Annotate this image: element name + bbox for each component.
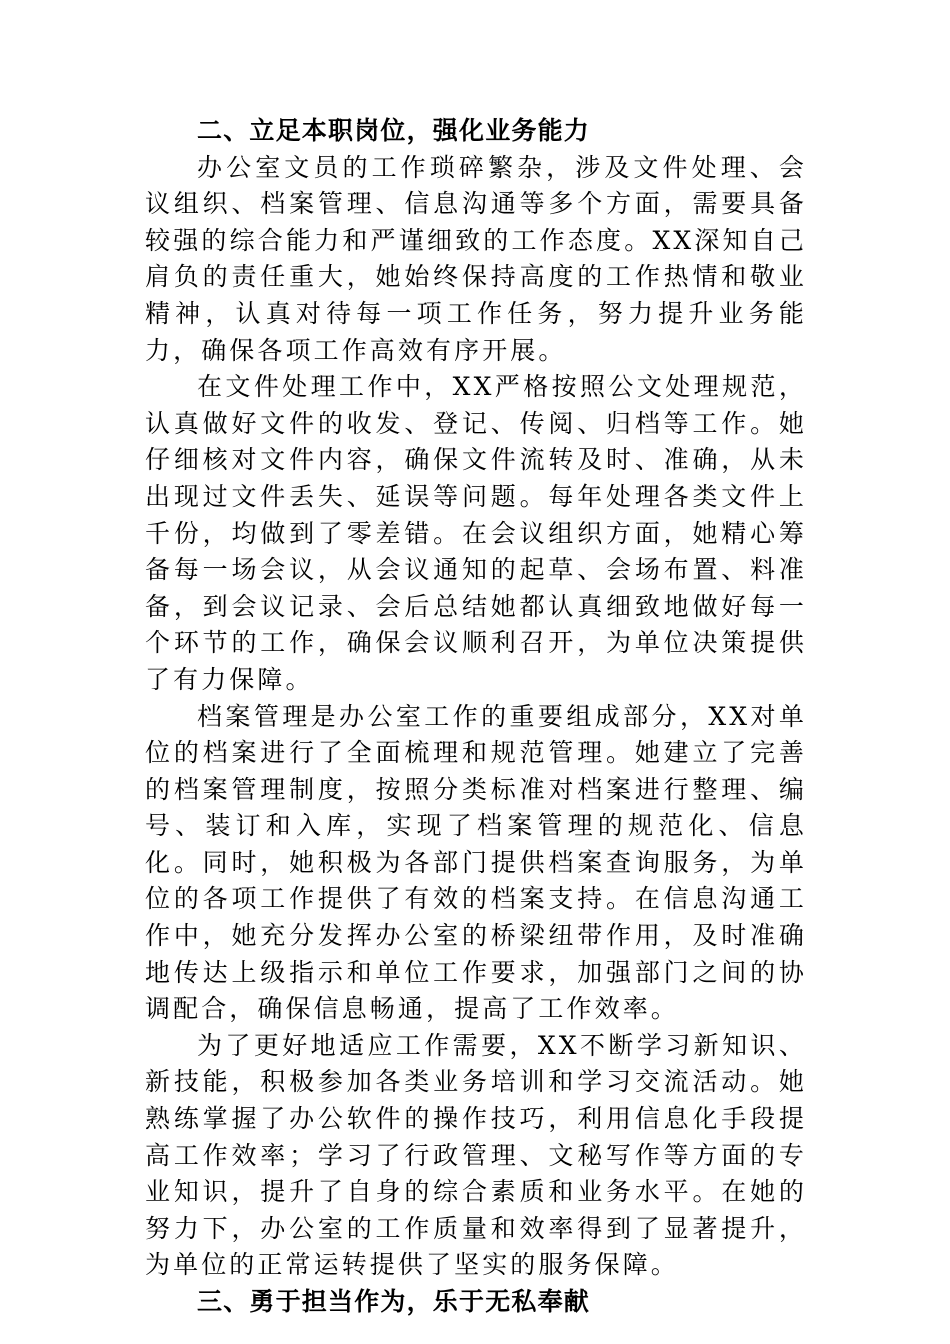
body-paragraph: 为了更好地适应工作需要，XX不断学习新知识、新技能，积极参加各类业务培训和学习交流活动。她熟练掌握了办公软件的操作技巧，利用信息化手段提高工作效率；学习了行政管理、文秘写作等方面的专业知识，提升了自身的综合素质和业务水平。在她的努力下，办公室的工作质量和效率得到了显著提升，为单位的正常运转提供了坚实的服务保障。 [145, 1030, 807, 1280]
section-heading: 三、勇于担当作为，乐于无私奉献 [197, 1287, 591, 1316]
document-page [145, 113, 807, 1321]
body-paragraph: 办公室文员的工作琐碎繁杂，涉及文件处理、会议组织、档案管理、信息沟通等多个方面，需要具备较强的综合能力和严谨细致的工作态度。XX深知自己肩负的责任重大，她始终保持高度的工作热情和敬业精神，认真对待每一项工作任务，努力提升业务能力，确保各项工作高效有序开展。 [145, 152, 807, 365]
body-paragraph: 在文件处理工作中，XX严格按照公文处理规范，认真做好文件的收发、登记、传阅、归档等工作。她仔细核对文件内容，确保文件流转及时、准确，从未出现过文件丢失、延误等问题。每年处理各类文件上千份，均做到了零差错。在会议组织方面，她精心筹备每一场会议，从会议通知的起草、会场布置、料准备，到会议记录、会后总结她都认真细致地做好每一个环节的工作，确保会议顺利召开，为单位决策提供了有力保障。 [145, 372, 807, 694]
section-heading: 二、立足本职岗位，强化业务能力 [197, 116, 591, 145]
body-paragraph: 档案管理是办公室工作的重要组成部分，XX对单位的档案进行了全面梳理和规范管理。她建立了完善的档案管理制度，按照分类标准对档案进行整理、编号、装订和入库，实现了档案管理的规范化、信息化。同时，她积极为各部门提供档案查询服务，为单位的各项工作提供了有效的档案支持。在信息沟通工作中，她充分发挥办公室的桥梁纽带作用，及时准确地传达上级指示和单位工作要求，加强部门之间的协调配合，确保信息畅通，提高了工作效率。 [145, 701, 807, 1024]
